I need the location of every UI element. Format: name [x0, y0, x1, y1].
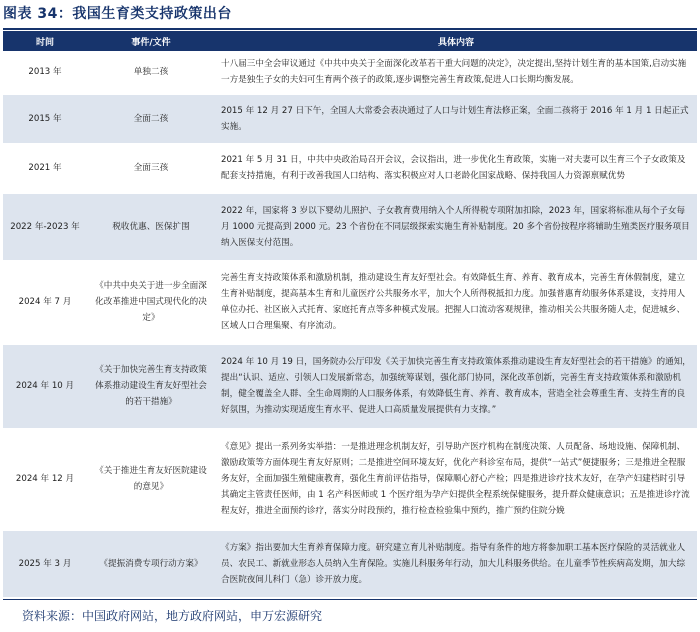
row-doc: 全面二孩	[87, 94, 215, 143]
row-doc: 《中共中央关于进一步全面深化改革推进中国式现代化的决定》	[87, 260, 215, 344]
row-time: 2021 年	[3, 143, 87, 193]
title-divider	[3, 28, 697, 30]
row-doc: 《关于推进生育友好医院建设的意见》	[87, 428, 215, 530]
table-row	[3, 428, 697, 530]
bottom-divider	[3, 599, 697, 600]
row-time: 2013 年	[3, 51, 87, 94]
table-row	[3, 94, 697, 143]
header-content: 具体内容	[215, 31, 697, 51]
row-time: 2022 年-2023 年	[3, 193, 87, 260]
table-row	[3, 344, 697, 428]
row-content: 2022 年，国家将 3 岁以下婴幼儿照护、子女教育费用纳入个人所得税专项附加扣除，2023 年，国家将标准从每个子女每月 1000 元提高到 2000 元。23 个省份在不同层级探索实施生育补贴制度。20 多个省份按程序将辅助生殖类医疗服务项目纳入医保支付范围。	[215, 193, 697, 260]
policy-table	[3, 31, 697, 598]
row-content: 2021 年 5 月 31 日，中共中央政治局召开会议，会议指出，进一步优化生育政策，实施一对夫妻可以生育三个子女政策及配套支持措施，有利于改善我国人口结构、落实积极应对人口老龄化国家战略、保持我国人力资源禀赋优势	[215, 143, 697, 193]
header-time: 时间	[3, 31, 87, 51]
row-time: 2024 年 10 月	[3, 344, 87, 428]
row-doc: 《关于加快完善生育支持政策体系推动建设生育友好型社会的若干措施》	[87, 344, 215, 428]
row-doc: 税收优惠、医保扩围	[87, 193, 215, 260]
table-header-row	[3, 31, 697, 51]
row-content: 《方案》指出要加大生育养育保障力度。研究建立育儿补贴制度。指导有条件的地方将参加职工基本医疗保险的灵活就业人员、农民工、新就业形态人员纳入生育保险。实施儿科服务年行动，加大儿科服务供给。在儿童季节性疾病高发期，加大综合医院夜间儿科门（急）诊开放力度。	[215, 530, 697, 597]
table-row	[3, 51, 697, 94]
row-doc: 单独二孩	[87, 51, 215, 94]
row-doc: 《提振消费专项行动方案》	[87, 530, 215, 597]
table-row	[3, 193, 697, 260]
row-content: 2024 年 10 月 19 日，国务院办公厅印发《关于加快完善生育支持政策体系推动建设生育友好型社会的若干措施》的通知，提出“认识、适应、引领人口发展新常态，加强统筹谋划，强化部门协同，深化改革创新，完善生育支持政策体系和激励机制，健全覆盖全人群、全生命周期的人口服务体系，有效降低生育、养育、教育成本，营造全社会尊重生育、支持生育的良好氛围，为推动实现适度生育水平、促进人口高质量发展提供有力支撑。”	[215, 344, 697, 428]
row-time: 2024 年 7 月	[3, 260, 87, 344]
figure-title: 图表 34：我国生育类支持政策出台	[3, 6, 232, 22]
row-doc: 全面三孩	[87, 143, 215, 193]
table-row	[3, 530, 697, 597]
row-content: 十八届三中全会审议通过《中共中央关于全面深化改革若干重大问题的决定》，决定提出,坚持计划生育的基本国策,启动实施一方是独生子女的夫妇可生育两个孩子的政策,逐步调整完善生育政策,促进人口长期均衡发展。	[215, 51, 697, 94]
row-time: 2025 年 3 月	[3, 530, 87, 597]
header-doc: 事件/文件	[87, 31, 215, 51]
row-content: 《意见》提出一系列务实举措：一是推进理念机制友好，引导助产医疗机构在制度决策、人员配备、场地设施、保障机制、激励政策等方面体现生育友好原则；二是推进空间环境友好，优化产科诊室布局，提供“一站式”便捷服务；三是推进全程服务友好，全面加强生殖健康教育，强化生育前评估指导，保障顺心舒心产检；四是推进诊疗技术友好，在孕产妇建档时引导其确定主管责任医师，由 1 名产科医师或 1 个医疗组为孕产妇提供全程系统保健服务，提升群众健康意识；五是推进诊疗流程友好，推进全面预约诊疗，落实分时段预约，推行检查检验集中预约，推广预约住院分娩	[215, 428, 697, 530]
row-content: 2015 年 12 月 27 日下午，全国人大常委会表决通过了人口与计划生育法修正案，全面二孩将于 2016 年 1 月 1 日起正式实施。	[215, 94, 697, 143]
table-row	[3, 260, 697, 344]
row-time: 2024 年 12 月	[3, 428, 87, 530]
row-time: 2015 年	[3, 94, 87, 143]
row-content: 完善生育支持政策体系和激励机制，推动建设生育友好型社会。有效降低生育、养育、教育成本，完善生育休假制度，建立生育补贴制度，提高基本生育和儿童医疗公共服务水平，加大个人所得税抵扣力度。加强普惠育幼服务体系建设，支持用人单位办托、社区嵌入式托育、家庭托育点等多种模式发展。把握人口流动客观规律，推动相关公共服务随人走，促进城乡、区域人口合理集聚、有序流动。	[215, 260, 697, 344]
source-note: 资料来源：中国政府网站，地方政府网站，申万宏源研究	[22, 609, 323, 623]
table-row	[3, 143, 697, 193]
